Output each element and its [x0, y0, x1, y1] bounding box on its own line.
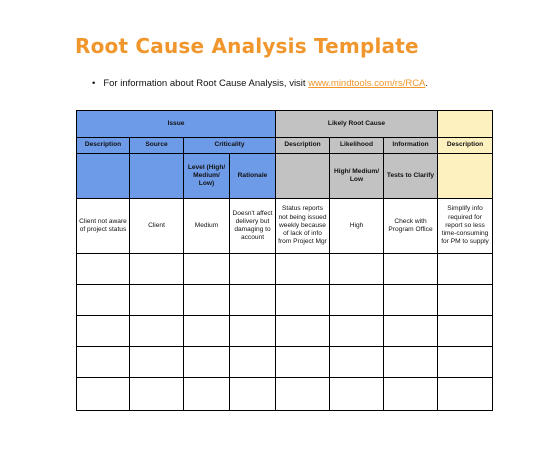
table-cell[interactable] — [184, 316, 230, 347]
header-likelihood: Likelihood — [330, 138, 384, 154]
table-cell[interactable] — [438, 378, 493, 411]
info-text: For information about Root Cause Analysis, visit — [103, 78, 306, 89]
table-cell[interactable]: Status reports not being issued weekly because of lack of info from Project Mgr — [276, 199, 330, 254]
table-cell[interactable] — [276, 285, 330, 316]
header-rationale: Rationale — [230, 154, 276, 199]
table-cell[interactable] — [276, 347, 330, 378]
table-cell[interactable] — [77, 316, 130, 347]
header-criticality: Criticality — [184, 138, 276, 154]
header3-blank-2 — [130, 154, 184, 199]
table-cell[interactable] — [77, 285, 130, 316]
table-row — [77, 285, 493, 316]
table-cell[interactable] — [230, 254, 276, 285]
table-cell[interactable] — [276, 316, 330, 347]
group-issue: Issue — [77, 111, 276, 138]
info-tail: . — [425, 78, 429, 89]
table-row — [77, 316, 493, 347]
header-information: Information — [384, 138, 438, 154]
header-tests: Tests to Clarify — [384, 154, 438, 199]
table-cell[interactable] — [438, 285, 493, 316]
rca-table — [76, 110, 493, 411]
group-likely-root-cause: Likely Root Cause — [276, 111, 438, 138]
table-cell[interactable] — [230, 285, 276, 316]
mindtools-link[interactable]: www.mindtools.com/rs/RCA — [308, 78, 426, 89]
header3-blank-3 — [276, 154, 330, 199]
header-level: Level (High/ Medium/ Low) — [184, 154, 230, 199]
table-cell[interactable] — [230, 316, 276, 347]
table-row — [77, 378, 493, 411]
table-row — [77, 347, 493, 378]
table-cell[interactable] — [276, 378, 330, 411]
table-cell[interactable] — [438, 316, 493, 347]
table-row-example — [77, 199, 493, 254]
header-description: Description — [77, 138, 130, 154]
table-row — [77, 254, 493, 285]
page-title: Root Cause Analysis Template — [75, 34, 419, 58]
table-cell[interactable] — [184, 285, 230, 316]
table-cell[interactable] — [184, 254, 230, 285]
table-cell[interactable] — [130, 347, 184, 378]
header3-blank-4 — [438, 154, 493, 199]
table-cell[interactable]: Simplify info required for report so less time-consuming for PM to supply — [438, 199, 493, 254]
header-source: Source — [130, 138, 184, 154]
table-cell[interactable] — [384, 285, 438, 316]
table-cell[interactable]: High — [330, 199, 384, 254]
table-cell[interactable] — [184, 378, 230, 411]
table-cell[interactable] — [384, 316, 438, 347]
table-cell[interactable]: Medium — [184, 199, 230, 254]
table-cell[interactable] — [330, 316, 384, 347]
header-likelihood-levels: High/ Medium/ Low — [330, 154, 384, 199]
table-cell[interactable]: Doesn't affect delivery but damaging to account — [230, 199, 276, 254]
table-cell[interactable] — [330, 285, 384, 316]
table-cell[interactable] — [230, 378, 276, 411]
table-cell[interactable] — [384, 347, 438, 378]
table-cell[interactable] — [330, 378, 384, 411]
group-header-row — [77, 111, 493, 138]
table-cell[interactable]: Check with Program Office — [384, 199, 438, 254]
subheader-row — [77, 138, 493, 154]
table-cell[interactable] — [384, 254, 438, 285]
table-cell[interactable] — [184, 347, 230, 378]
table-cell[interactable] — [130, 285, 184, 316]
table-cell[interactable]: Client not aware of project status — [77, 199, 130, 254]
table-cell[interactable] — [77, 378, 130, 411]
table-cell[interactable] — [130, 254, 184, 285]
group-extra — [438, 111, 493, 138]
table-cell[interactable] — [77, 347, 130, 378]
table-cell[interactable] — [438, 347, 493, 378]
table-cell[interactable] — [384, 378, 438, 411]
info-line — [92, 78, 428, 89]
table-cell[interactable] — [230, 347, 276, 378]
bullet-icon: • — [92, 78, 96, 89]
table-cell[interactable] — [438, 254, 493, 285]
table-cell[interactable] — [330, 347, 384, 378]
table-cell[interactable] — [130, 378, 184, 411]
table-cell[interactable] — [77, 254, 130, 285]
header-root-description: Description — [276, 138, 330, 154]
header-extra-description: Description — [438, 138, 493, 154]
third-header-row — [77, 154, 493, 199]
table-cell[interactable]: Client — [130, 199, 184, 254]
table-cell[interactable] — [330, 254, 384, 285]
table-cell[interactable] — [276, 254, 330, 285]
table-cell[interactable] — [130, 316, 184, 347]
header3-blank-1 — [77, 154, 130, 199]
